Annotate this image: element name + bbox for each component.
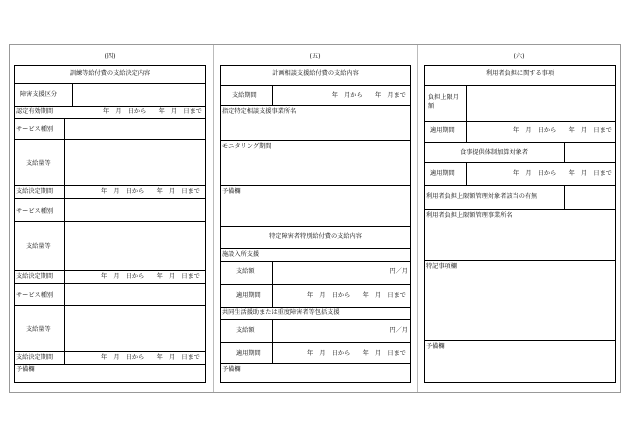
rule bbox=[14, 351, 206, 352]
rule bbox=[220, 226, 411, 227]
amount-unit: 円／月 bbox=[389, 327, 408, 334]
rule bbox=[564, 185, 565, 209]
amount-label: 支給量等 bbox=[26, 326, 51, 333]
rule bbox=[220, 307, 411, 308]
payment-period-value: 年 月から 年 月まで bbox=[331, 92, 406, 99]
rule bbox=[424, 185, 616, 186]
rule bbox=[14, 185, 206, 186]
panel6-title: 利用者負担に関する事項 bbox=[485, 70, 555, 77]
rule bbox=[220, 319, 411, 320]
panel4-title: 訓練等給付費の支給決定内容 bbox=[69, 70, 151, 77]
panel-divider bbox=[213, 45, 214, 392]
mgmt-target-label: 利用者負担上限額管理対象者該当の有無 bbox=[426, 193, 538, 200]
apply-period-label: 適用期間 bbox=[236, 350, 261, 357]
panel4-label: (四) bbox=[104, 53, 116, 60]
rule bbox=[14, 139, 206, 140]
apply-period-label: 適用期間 bbox=[236, 292, 261, 299]
consult-office-label: 指定特定相談支援事業所名 bbox=[222, 108, 297, 115]
rule bbox=[220, 363, 411, 364]
meal-provision-label: 食事提供体制加算対象者 bbox=[459, 149, 529, 156]
rule bbox=[424, 85, 616, 86]
cert-period-label: 認定有効期間 bbox=[16, 108, 54, 115]
remarks-label: 予備欄 bbox=[16, 366, 35, 373]
rule bbox=[14, 305, 206, 306]
group-home-label: 共同生活援助または重度障害者等包括支援 bbox=[222, 309, 340, 316]
disability-category-label: 障害支援区分 bbox=[20, 91, 58, 98]
amount-label: 支給量等 bbox=[26, 160, 51, 167]
rule bbox=[220, 342, 411, 343]
apply-period-value: 年 月 日から 年 月 日まで bbox=[513, 170, 612, 177]
remarks-label: 予備欄 bbox=[222, 188, 241, 195]
payment-period-label: 支給期間 bbox=[232, 92, 257, 99]
rule bbox=[564, 142, 565, 162]
rule bbox=[72, 83, 73, 106]
rule bbox=[220, 185, 411, 186]
rule bbox=[64, 118, 65, 198]
decision-period-label: 支給決定期間 bbox=[16, 188, 54, 195]
rule bbox=[424, 260, 616, 261]
rule bbox=[272, 85, 273, 105]
apply-period-label: 適用期間 bbox=[430, 127, 455, 134]
remarks-label: 予備欄 bbox=[426, 343, 445, 350]
apply-period-value: 年 月 日から 年 月 日まで bbox=[513, 127, 612, 134]
rule bbox=[220, 85, 411, 86]
rule bbox=[220, 140, 411, 141]
rule bbox=[466, 85, 467, 142]
apply-period-label: 適用期間 bbox=[430, 170, 455, 177]
rule bbox=[14, 106, 206, 107]
burden-cap-label: 負担上限月額 bbox=[428, 94, 459, 110]
decision-period-label: 支給決定期間 bbox=[16, 354, 54, 361]
rule bbox=[220, 261, 411, 262]
rule bbox=[424, 162, 616, 163]
rule bbox=[424, 142, 616, 143]
rule bbox=[272, 319, 273, 363]
rule bbox=[14, 270, 206, 271]
rule bbox=[14, 118, 206, 119]
rule bbox=[14, 364, 206, 365]
panel-divider bbox=[417, 45, 418, 392]
special-notes-label: 特記事項欄 bbox=[426, 263, 457, 270]
rule bbox=[220, 105, 411, 106]
apply-period-value: 年 月 日から 年 月 日まで bbox=[307, 350, 406, 357]
rule bbox=[220, 284, 411, 285]
panel5-label: (五) bbox=[309, 53, 321, 60]
rule bbox=[220, 248, 411, 249]
service-type-label: サービス種別 bbox=[16, 208, 54, 215]
amount-label: 支給額 bbox=[236, 268, 255, 275]
mgmt-office-label: 利用者負担上限額管理事業所名 bbox=[426, 212, 513, 219]
rule bbox=[14, 283, 206, 284]
rule bbox=[424, 121, 616, 122]
rule bbox=[466, 162, 467, 185]
rule bbox=[14, 221, 206, 222]
amount-unit: 円／月 bbox=[389, 268, 408, 275]
amount-label: 支給量等 bbox=[26, 243, 51, 250]
amount-label: 支給額 bbox=[236, 327, 255, 334]
panel6-table bbox=[424, 65, 616, 383]
rule bbox=[14, 83, 206, 84]
service-type-label: サービス種別 bbox=[16, 126, 54, 133]
rule bbox=[424, 209, 616, 210]
rule bbox=[14, 198, 206, 199]
decision-period-label: 支給決定期間 bbox=[16, 273, 54, 280]
panel6-label: (六) bbox=[513, 53, 525, 60]
remarks-label: 予備欄 bbox=[222, 366, 241, 373]
decision-period-value: 年 月 日から 年 月 日まで bbox=[101, 273, 200, 280]
apply-period-value: 年 月 日から 年 月 日まで bbox=[307, 292, 406, 299]
monitoring-period-label: モニタリング期間 bbox=[222, 143, 272, 150]
decision-period-value: 年 月 日から 年 月 日まで bbox=[101, 188, 200, 195]
rule bbox=[424, 340, 616, 341]
cert-period-value: 年 月 日から 年 月 日まで bbox=[103, 108, 202, 115]
decision-period-value: 年 月 日から 年 月 日まで bbox=[101, 354, 200, 361]
panel5-title: 計画相談支援給付費の支給内容 bbox=[272, 70, 359, 77]
service-type-label: サービス種別 bbox=[16, 292, 54, 299]
special-benefit-title: 特定障害者特別給付費の支給内容 bbox=[269, 233, 362, 240]
facility-support-label: 施設入所支援 bbox=[222, 251, 260, 258]
